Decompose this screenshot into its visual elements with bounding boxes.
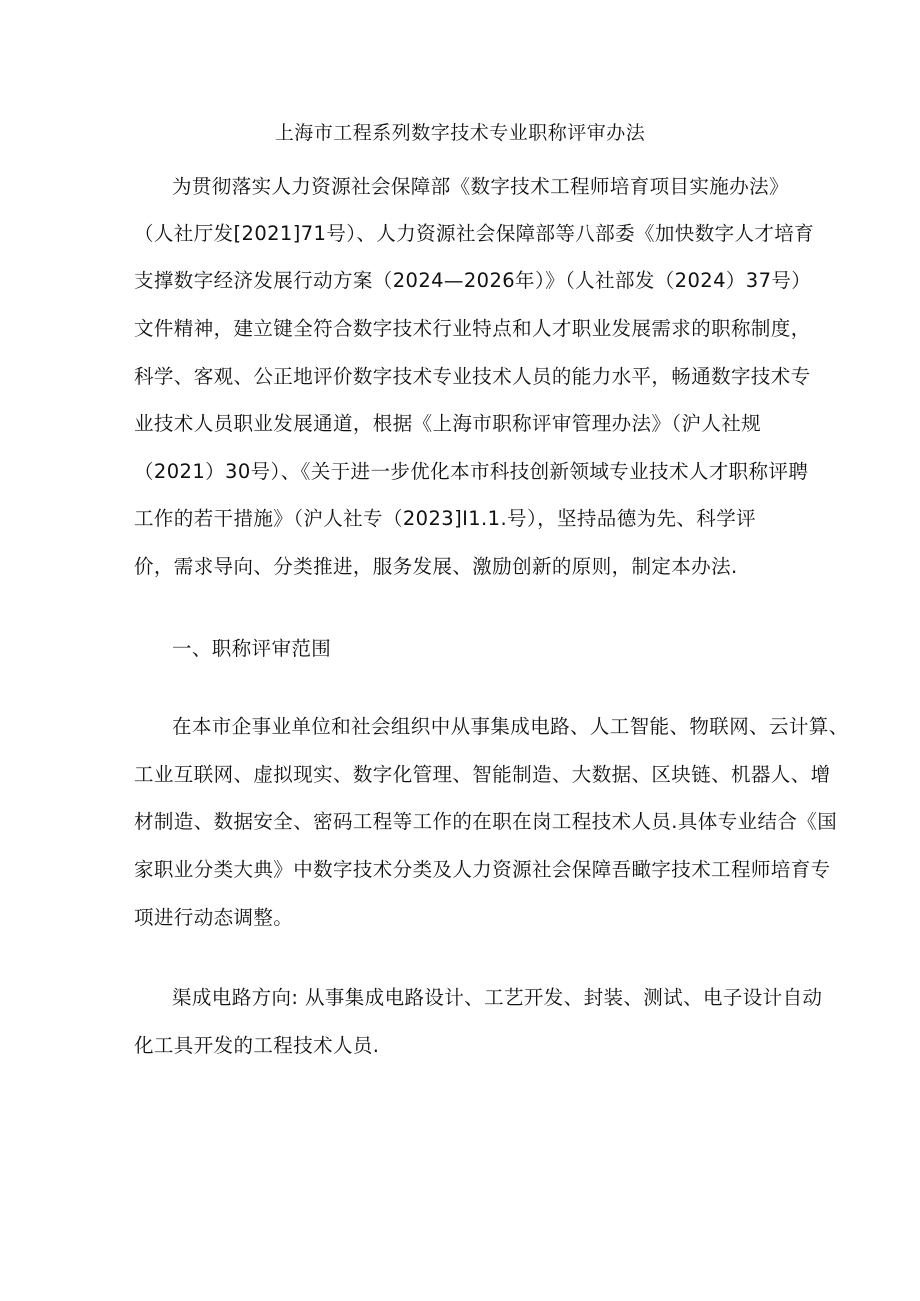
scope-line-4: 家职业分类大典》中数字技术分类及人力资源社会保障吾瞰字技术工程师培育专	[134, 858, 831, 881]
intro-line-4: 文件精神，建立键全符合数字技术行业特点和人才职业发展需求的职称制度，	[134, 317, 811, 340]
intro-line-8: 工作的若干措施》（沪人社专（2023]I1.1.号），坚持品德为先、科学评	[134, 507, 756, 530]
document-title: 上海市工程系列数字技术专业职称评审办法	[274, 122, 646, 144]
ic-direction-line-2: 化工具开发的工程技术人员.	[134, 1034, 380, 1057]
section-heading-scope: 一、职称评审范围	[172, 637, 332, 660]
scope-line-5: 项进行动态调整。	[134, 906, 294, 929]
ic-direction-line-1: 渠成电路方向: 从事集成电路设计、工艺开发、封装、测试、电子设计自动	[172, 986, 823, 1009]
intro-line-2: （人社厅发[2021]71号）、人力资源社会保障部等八部委《加快数字人才培育	[134, 222, 815, 245]
scope-line-2: 工业互联网、虚拟现实、数字化管理、智能制造、大数据、区块链、机器人、增	[134, 763, 831, 786]
intro-line-1: 为贯彻落实人力资源社会保障部《数字技术工程师培育项目实施办法》	[172, 175, 789, 198]
intro-line-5: 科学、客观、公正地评价数字技术专业技术人员的能力水平，畅通数字技术专	[134, 365, 811, 388]
intro-line-3: 支撑数字经济发展行动方案（2024—2026年）》（人社部发（2024）37号）	[134, 269, 812, 292]
scope-line-3: 材制造、数据安全、密码工程等工作的在职在岗工程技术人员.具体专业结合《国	[134, 810, 838, 833]
scope-line-1: 在本市企事业单位和社会组织中从事集成电路、人工智能、物联网、云计算、	[172, 715, 849, 738]
intro-line-7: （2021）30号）、《关于进一步优化本市科技创新领域专业技术人才职称评聘	[134, 460, 809, 483]
intro-line-9: 价，需求导向、分类推进，服务发展、激励创新的原则，制定本办法.	[134, 555, 738, 578]
intro-line-6: 业技术人员职业发展通道，根据《上海市职称评审管理办法》（沪人社规	[134, 412, 762, 435]
